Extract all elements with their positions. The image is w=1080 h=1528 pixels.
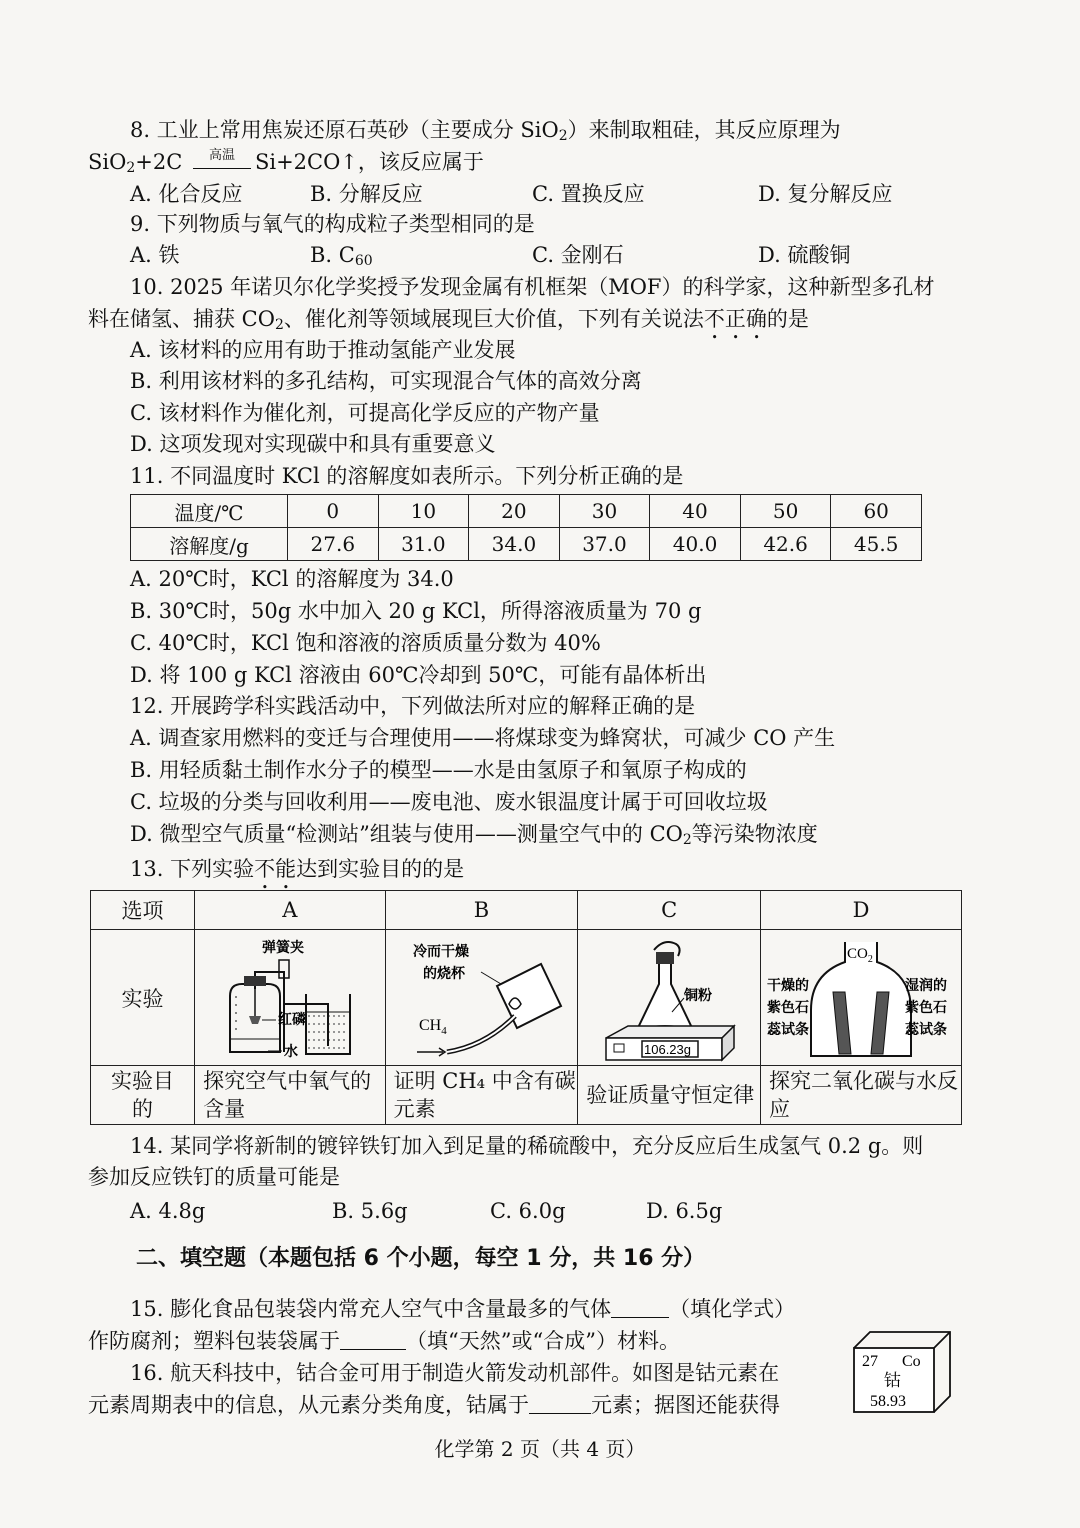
q10-stem-line1: 10. 2025 年诺贝尔化学奖授予发现金属有机框架（MOF）的科学家，这种新型多孔材 xyxy=(130,275,935,299)
q16-line2: 元素周期表中的信息，从元素分类角度，钴属于 元素；据图还能获得 xyxy=(88,1393,780,1417)
emphasis-text: 不能 xyxy=(254,857,297,881)
q14-option-b: B. 5.6g xyxy=(332,1199,408,1223)
q9-option-b: B. $C_{60}$ xyxy=(310,243,373,269)
q14-stem-line2: 参加反应铁钉的质量可能是 xyxy=(88,1165,340,1189)
cobalt-element-card xyxy=(852,1330,952,1414)
q10-stem-line2: 料在储氢、捕获 $CO_2$、催化剂等领域展现巨大价值，下列有关说法不正确的是 xyxy=(88,307,809,333)
header-c: C xyxy=(578,891,761,930)
emphasis-text: 不正确 xyxy=(703,307,767,331)
table-cell: 40.0 xyxy=(650,528,741,561)
label-co2: $CO_2$ xyxy=(847,945,873,965)
page-footer: 化学第 2 页（共 4 页） xyxy=(434,1437,646,1461)
experiment-b-cell xyxy=(385,930,578,1066)
label-cold-dry-beaker-1: 冷而干燥 xyxy=(413,943,470,960)
q15-line2: 作防腐剂；塑料包装袋属于 （填“天然”或“合成”）材料。 xyxy=(88,1329,680,1353)
experiment-table xyxy=(90,890,962,1125)
table-cell: 37.0 xyxy=(559,528,650,561)
table-cell: 0 xyxy=(288,495,379,528)
label-dry-1: 干燥的 xyxy=(767,977,809,994)
q14-option-a: A. 4.8g xyxy=(130,1199,206,1223)
q11-option-d: D. 将 100 g KCl 溶液由 60℃冷却到 50℃，可能有晶体析出 xyxy=(130,663,707,687)
q9-option-d: D. 硫酸铜 xyxy=(758,243,851,267)
table-cell: 45.5 xyxy=(831,528,922,561)
experiment-header-row xyxy=(91,891,962,930)
table-cell: 10 xyxy=(378,495,469,528)
q12-option-b: B. 用轻质黏土制作水分子的模型——水是由氢原子和氧原子构成的 xyxy=(130,758,747,782)
purpose-a: 探究空气中氧气的含量 xyxy=(195,1066,386,1125)
q12-option-c: C. 垃圾的分类与回收利用——废电池、废水银温度计属于可回收垃圾 xyxy=(130,790,768,814)
q10-option-b: B. 利用该材料的多孔结构，可实现混合气体的高效分离 xyxy=(130,369,642,393)
label-wet-3: 蕊试条 xyxy=(905,1021,947,1038)
mass-conservation-diagram xyxy=(584,934,754,1062)
section-heading: 二、填空题（本题包括 6 个小题，每空 1 分，共 16 分） xyxy=(136,1246,706,1271)
q10-option-c: C. 该材料作为催化剂，可提高化学反应的产物产量 xyxy=(130,401,600,425)
row-label-purpose: 实验目的 xyxy=(91,1066,195,1125)
q15-line1: 15. 膨化食品包装袋内常充人空气中含量最多的气体 （填化学式） xyxy=(130,1297,796,1321)
q9-stem: 9. 下列物质与氧气的构成粒子类型相同的是 xyxy=(130,212,535,236)
q10-option-a: A. 该材料的应用有助于推动氢能产业发展 xyxy=(130,338,516,362)
experiment-d-cell xyxy=(761,930,962,1066)
label-dry-2: 紫色石 xyxy=(767,999,809,1016)
reaction-condition: 高温 xyxy=(193,152,251,169)
label-red-phosphorus: 红磷 xyxy=(277,1011,306,1028)
q10-option-d: D. 这项发现对实现碳中和具有重要意义 xyxy=(130,432,496,456)
table-cell: 50 xyxy=(740,495,831,528)
atomic-mass: 58.93 xyxy=(870,1393,906,1410)
label-dry-3: 蕊试条 xyxy=(767,1021,809,1038)
table-cell: 30 xyxy=(559,495,650,528)
q14-stem-line1: 14. 某同学将新制的镀锌铁钉加入到足量的稀硫酸中，充分反应后生成氢气 0.2 g。则 xyxy=(130,1134,924,1158)
table-cell: 42.6 xyxy=(740,528,831,561)
balance-display: 106.23g xyxy=(644,1041,692,1057)
label-cold-dry-beaker-2: 的烧杯 xyxy=(423,965,466,982)
q8-stem: 8. 工业上常用焦炭还原石英砂（主要成分 SiO$_2$）来制取粗硅，其反应原理为 xyxy=(130,118,841,144)
experiment-diagram-row xyxy=(91,930,962,1066)
answer-blank[interactable] xyxy=(529,1391,591,1414)
label-copper-powder: 铜粉 xyxy=(684,987,713,1004)
answer-blank[interactable] xyxy=(611,1295,669,1318)
solubility-row xyxy=(131,528,922,561)
experiment-c-cell xyxy=(578,930,761,1066)
label-water: 水 xyxy=(283,1043,298,1060)
q11-stem: 11. 不同温度时 KCl 的溶解度如表所示。下列分析正确的是 xyxy=(130,464,684,488)
header-option: 选项 xyxy=(91,891,195,930)
label-methane: $CH_4$ xyxy=(419,1016,448,1037)
q8-equation: SiO$_2$+2C 高温 Si+2CO↑，该反应属于 xyxy=(88,148,484,176)
table-cell: 34.0 xyxy=(469,528,560,561)
q12-stem: 12. 开展跨学科实践活动中，下列做法所对应的解释正确的是 xyxy=(130,694,696,718)
q13-stem: 13. 下列实验不能达到实验目的的是 xyxy=(130,857,465,881)
solubility-table xyxy=(130,494,922,561)
table-head-solubility: 溶解度/g xyxy=(131,528,288,561)
q8-option-a: A. 化合反应 xyxy=(130,182,243,206)
table-cell: 40 xyxy=(650,495,741,528)
atomic-number: 27 xyxy=(862,1353,878,1370)
q11-option-c: C. 40℃时，KCl 饱和溶液的溶质质量分数为 40% xyxy=(130,631,601,655)
q8-option-d: D. 复分解反应 xyxy=(758,182,893,206)
element-name: 钴 xyxy=(884,1371,901,1391)
q9-option-c: C. 金刚石 xyxy=(532,243,624,267)
header-b: B xyxy=(385,891,578,930)
table-cell: 27.6 xyxy=(288,528,379,561)
methane-combustion-diagram xyxy=(391,934,571,1062)
table-cell: 31.0 xyxy=(378,528,469,561)
purpose-d: 探究二氧化碳与水反应 xyxy=(761,1066,962,1125)
carbon-dioxide-water-diagram xyxy=(761,934,961,1062)
header-a: A xyxy=(195,891,386,930)
oxygen-content-apparatus-diagram xyxy=(200,934,380,1062)
q11-option-a: A. 20℃时，KCl 的溶解度为 34.0 xyxy=(130,567,454,591)
q12-option-a: A. 调查家用燃料的变迁与合理使用——将煤球变为蜂窝状，可减少 CO 产生 xyxy=(130,726,836,750)
label-wet-1: 湿润的 xyxy=(905,977,947,994)
q14-option-c: C. 6.0g xyxy=(490,1199,566,1223)
element-symbol: Co xyxy=(902,1353,921,1370)
experiment-purpose-row xyxy=(91,1066,962,1125)
row-label-experiment: 实验 xyxy=(91,930,195,1066)
table-cell: 60 xyxy=(831,495,922,528)
label-spring-clip: 弹簧夹 xyxy=(261,939,304,956)
q14-option-d: D. 6.5g xyxy=(646,1199,723,1223)
q11-option-b: B. 30℃时，50g 水中加入 20 g KCl，所得溶液质量为 70 g xyxy=(130,599,702,623)
q12-option-d: D. 微型空气质量“检测站”组装与使用——测量空气中的 $CO_2$等污染物浓度 xyxy=(130,822,818,848)
label-wet-2: 紫色石 xyxy=(905,999,947,1016)
q9-option-a: A. 铁 xyxy=(130,243,180,267)
q8-option-c: C. 置换反应 xyxy=(532,182,645,206)
q16-line1: 16. 航天科技中，钴合金可用于制造火箭发动机部件。如图是钴元素在 xyxy=(130,1361,780,1385)
answer-blank[interactable] xyxy=(340,1327,406,1350)
experiment-a-cell xyxy=(195,930,386,1066)
table-cell: 20 xyxy=(469,495,560,528)
table-head-temperature: 温度/℃ xyxy=(131,495,288,528)
header-d: D xyxy=(761,891,962,930)
purpose-b: 证明 CH₄ 中含有碳元素 xyxy=(385,1066,578,1125)
purpose-c: 验证质量守恒定律 xyxy=(578,1066,761,1125)
q8-option-b: B. 分解反应 xyxy=(310,182,423,206)
temperature-row xyxy=(131,495,922,528)
